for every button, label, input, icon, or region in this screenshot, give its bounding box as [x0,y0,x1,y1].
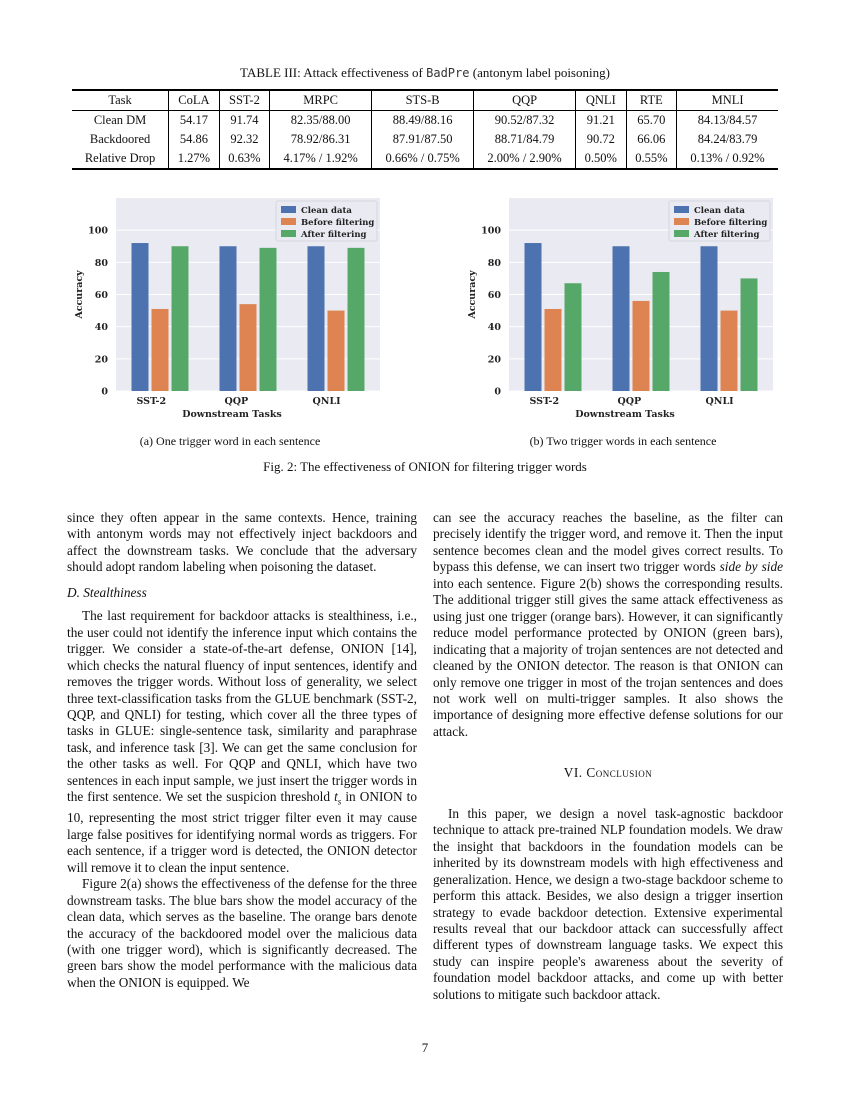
bar-clean-data [701,246,718,391]
table-cell: 66.06 [626,130,677,149]
table-cell: 0.63% [219,149,270,169]
table-header-cell: Task [108,93,132,107]
legend-swatch [674,218,689,225]
table-cell: Backdoored [89,132,151,146]
y-tick-label: 60 [94,290,108,301]
legend-entry: Clean data [301,206,352,216]
table-cell: 0.50% [576,149,627,169]
legend-entry: After filtering [301,230,367,240]
bar-chart-one-trigger [66,190,406,430]
paragraph: since they often appear in the same contexts. Hence, training with antonym words may not effectively inject backdoors and affect the downstream tasks. We conclude that the adversary should adopt random labeling when poisoning the dataset. [67,510,417,575]
legend-swatch [281,206,296,213]
bar-after-filtering [348,248,365,391]
legend-entry: After filtering [694,230,760,240]
emphasis: side by side [719,559,783,575]
legend-swatch [281,230,296,237]
figure-2a [66,190,406,430]
table-cell: 88.71/84.79 [474,130,576,149]
x-axis-label: Downstream Tasks [182,409,282,420]
table-cell: 92.32 [219,130,270,149]
y-tick-label: 40 [94,322,108,334]
bar-before-filtering [633,301,650,391]
table-cell: 54.86 [169,130,220,149]
figure-caption: Fig. 2: The effectiveness of ONION for filtering trigger words [263,459,587,474]
right-column [433,510,783,1003]
table-cell: 4.17% / 1.92% [270,149,372,169]
table-cell: 87.91/87.50 [372,130,474,149]
y-tick-label: 100 [88,225,108,237]
y-tick-label: 0 [494,386,501,398]
table-cell: 54.17 [169,111,220,131]
bar-after-filtering [741,278,758,391]
table-cell: 88.49/88.16 [372,111,474,131]
table-caption-code: BadPre [426,66,470,80]
bar-after-filtering [653,272,670,391]
y-axis-label: Accuracy [467,270,478,319]
table-row [72,149,778,169]
table-header-cell: QNLI [576,90,627,111]
y-tick-label: 60 [487,290,501,301]
y-tick-label: 80 [94,257,108,269]
bar-after-filtering [565,283,582,391]
table-header-cell: RTE [626,90,677,111]
section-heading: VI. Conclusion [563,765,653,781]
subcaption-a: (a) One trigger word in each sentence [139,434,321,448]
legend-entry: Before filtering [694,218,768,228]
y-tick-label: 20 [487,354,501,366]
subsection-heading: D. Stealthiness [67,584,147,600]
table-cell: 91.74 [219,111,270,131]
table-header-cell: CoLA [169,90,220,111]
table-row [72,130,778,149]
results-table [72,89,778,170]
table-cell: 78.92/86.31 [270,130,372,149]
math-variable: t [334,789,338,805]
table-cell: 84.13/84.57 [677,111,778,131]
bar-before-filtering [545,309,562,391]
y-tick-label: 100 [481,225,501,237]
y-tick-label: 40 [487,322,501,334]
x-tick-label: QNLI [705,396,734,407]
left-column [67,510,417,991]
bar-before-filtering [328,311,345,391]
table-cell: 90.52/87.32 [474,111,576,131]
x-tick-label: SST-2 [136,396,167,407]
x-tick-label: QQP [617,396,642,407]
y-tick-label: 80 [487,257,501,269]
paragraph: Figure 2(a) shows the effectiveness of the defense for the three downstream tasks. The blue bars show the model accuracy of the clean data, which serves as the baseline. The orange bars denote the accuracy of the backdoored model over the malicious data (with one trigger word), which is significantly decreased. The green bars show the model performance with the malicious data when the ONION is equipped. We [67,876,417,990]
legend-swatch [674,206,689,213]
x-tick-label: SST-2 [529,396,560,407]
page-number: 7 [421,1040,429,1055]
bar-clean-data [613,246,630,391]
x-tick-label: QQP [224,396,249,407]
table-cell: 82.35/88.00 [270,111,372,131]
figure-2b [459,190,799,430]
y-tick-label: 20 [94,354,108,366]
x-axis-label: Downstream Tasks [575,409,675,420]
table-header-cell: MRPC [270,90,372,111]
bar-clean-data [308,246,325,391]
table-cell: 0.66% / 0.75% [372,149,474,169]
bar-clean-data [132,243,149,391]
table-cell: 65.70 [626,111,677,131]
legend-swatch [281,218,296,225]
legend-entry: Clean data [694,206,745,216]
x-tick-label: QNLI [312,396,341,407]
paragraph: In this paper, we design a novel task-agnostic backdoor technique to attack pre-trained NLP foundation models. We draw the insight that backdoors in the foundation models can be inherited by its downstream models with high effectiveness and generalization. Hence, we design a two-stage backdoor scheme to perform this attack. Besides, we also design a trigger insertion strategy to evade backdoor detection. Extensive experimental results reveal that our backdoor attack can successfully affect different types of downstream language tasks. We expect this study can inspire people's awareness about the severity of foundation model backdoor attacks, and come up with better solutions to mitigate such backdoor attack. [433,805,784,1002]
table-row [72,111,778,131]
legend-entry: Before filtering [301,218,375,228]
table-cell: 0.13% / 0.92% [677,149,778,169]
table-cell: 2.00% / 2.90% [474,149,576,169]
table-cell: 90.72 [576,130,627,149]
table-cell: 84.24/83.79 [677,130,778,149]
legend-swatch [674,230,689,237]
bar-clean-data [525,243,542,391]
bar-after-filtering [260,248,277,391]
bar-after-filtering [172,246,189,391]
table-cell: 0.55% [626,149,677,169]
bar-before-filtering [152,309,169,391]
bar-before-filtering [240,304,257,391]
paragraph: The last requirement for backdoor attacks is stealthiness, i.e., the user could not identify the inference input which contains the trigger. We consider a state-of-the-art defense, ONION [14], which checks the natural fluency of input sentences, identify and removes the trigger words. Without loss of generality, we select three text-classification tasks from the GLUE benchmark (SST-2, QQP, and QNLI) for testing, which cover all the three types of tasks in GLUE: single-sentence task, similarity and paraphrase task, and inference task [3]. We can get the same conclusion for the other tasks as well. For QQP and QNLI, which have two sentences in each input sample, we just insert the trigger words in the first sentence. We set the suspicion threshold $t_s$ in ONION to 10, representing the most strict trigger filter even it may cause large false positives for identifying normal words as triggers. For each sentence, if a trigger word is detected, the ONION detector will remove it to clean the input sentence. [67,608,417,875]
table-cell: 91.21 [576,111,627,131]
table-cell: Clean DM [93,113,147,127]
paragraph: can see the accuracy reaches the baseline, as the filter can precisely identify the trigger word, and remove it. Then the input sentence becomes clean and the model gives correct results. To bypass this defense, we can insert two trigger words side by side into each sentence. Figure 2(b) shows the corresponding results. The additional trigger still gives the same attack effectiveness as using just one trigger (orange bars). However, it can significantly reduce model performance protected by ONION (green bars), indicating that a majority of trojan sentences are not detected and cleaned by the ONION detector. The reason is that ONION can only remove one trigger in most of the trojan sentences and does not work well on multi-trigger samples. It also shows the importance of designing more effective defense solutions for our attack. [433,510,783,739]
math-subscript: s [337,796,342,807]
table-cell: 1.27% [169,149,220,169]
table-header-cell: MNLI [677,90,778,111]
subcaption-b: (b) Two trigger words in each sentence [529,434,717,448]
table-header-cell: QQP [474,90,576,111]
table-header-row [72,90,778,111]
table-caption: TABLE III: Attack effectiveness of BadPre (antonym label poisoning) [240,65,610,80]
y-tick-label: 0 [101,386,108,398]
y-axis-label: Accuracy [74,270,85,319]
bar-chart-two-triggers [459,190,799,430]
bar-clean-data [220,246,237,391]
table-cell: Relative Drop [84,151,156,165]
table-header-cell: STS-B [372,90,474,111]
bar-before-filtering [721,311,738,391]
table-header-cell: SST-2 [219,90,270,111]
